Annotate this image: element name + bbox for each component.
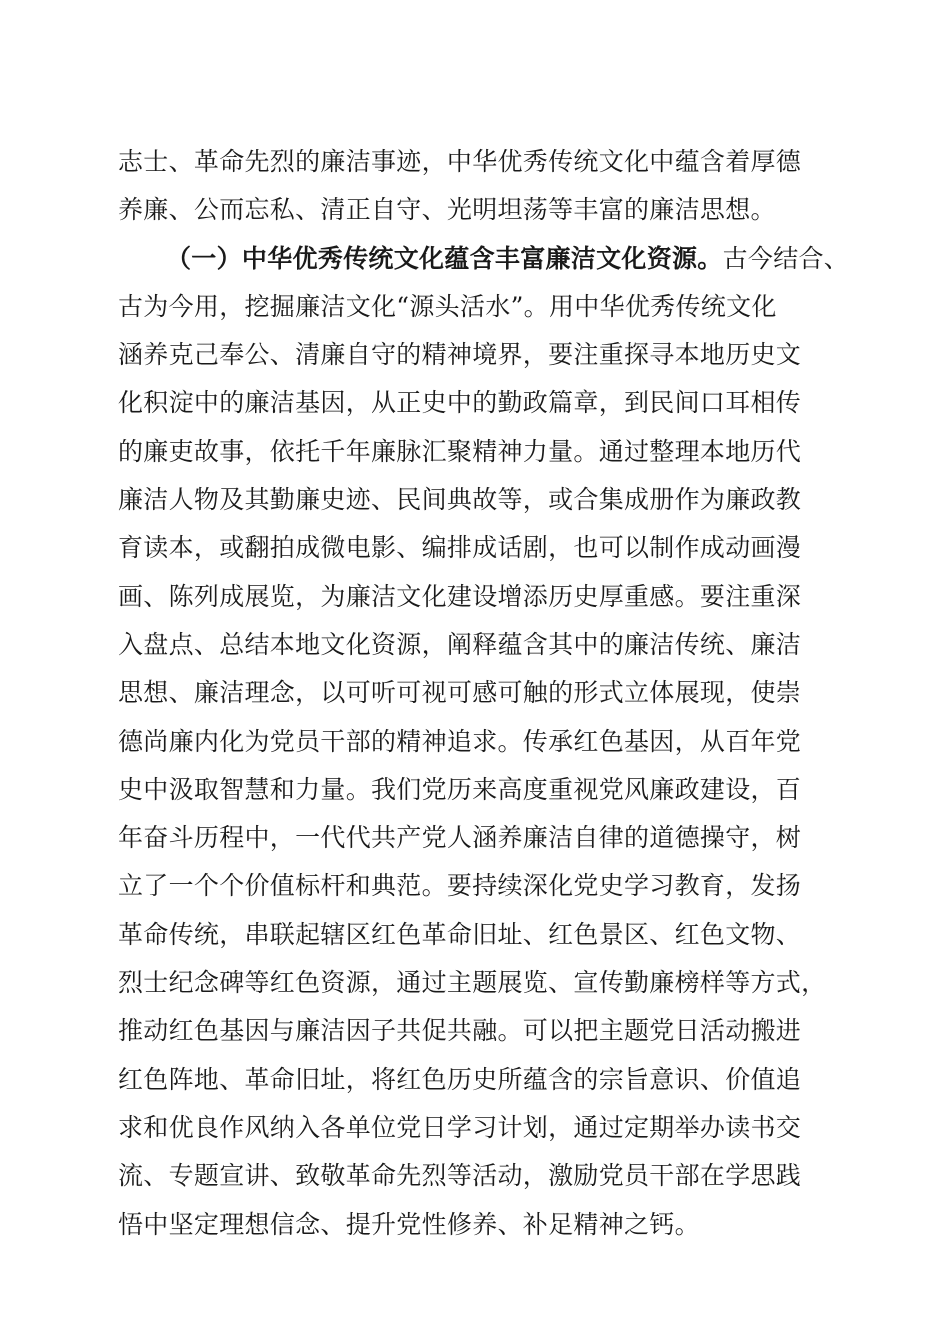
- text-line: 求和优良作风纳入各单位党日学习计划，通过定期举办读书交: [118, 1112, 802, 1142]
- text-line: 廉洁人物及其勤廉史迹、民间典故等，或合集成册作为廉政教: [118, 485, 802, 515]
- text-line: 悟中坚定理想信念、提升党性修养、补足精神之钙。: [118, 1209, 700, 1239]
- text-line: 古为今用，挖掘廉洁文化“源头活水”。用中华优秀传统文化: [118, 291, 777, 321]
- section-heading-line: [118, 235, 858, 283]
- text-line: 流、专题宣讲、致敬革命先烈等活动，激励党员干部在学思践: [118, 1161, 802, 1191]
- text-line: 烈士纪念碑等红色资源，通过主题展览、宣传勤廉榜样等方式，: [118, 968, 827, 998]
- text-line: 思想、廉洁理念，以可听可视可感可触的形式立体展现，使崇: [118, 678, 802, 708]
- text-line: 年奋斗历程中，一代代共产党人涵养廉洁自律的道德操守，树: [118, 823, 802, 853]
- text-line: 红色阵地、革命旧址，将红色历史所蕴含的宗旨意识、价值追: [118, 1064, 802, 1094]
- text-line: 革命传统，串联起辖区红色革命旧址、红色景区、红色文物、: [118, 919, 802, 949]
- section-heading: （一）中华优秀传统文化蕴含丰富廉洁文化资源。: [166, 243, 723, 273]
- text-line: 育读本，或翻拍成微电影、编排成话剧，也可以制作成动画漫: [118, 533, 802, 563]
- text-line: 志士、革命先烈的廉洁事迹，中华优秀传统文化中蕴含着厚德: [118, 147, 802, 176]
- text-line: 推动红色基因与廉洁因子共促共融。可以把主题党日活动搬进: [118, 1016, 802, 1046]
- text-line: 涵养克己奉公、清廉自守的精神境界，要注重探寻本地历史文: [118, 340, 802, 370]
- text-span: 古今结合、: [722, 243, 850, 273]
- text-line: 史中汲取智慧和力量。我们党历来高度重视党风廉政建设，百: [118, 774, 802, 804]
- text-line: 立了一个个价值标杆和典范。要持续深化党史学习教育，发扬: [118, 871, 802, 901]
- text-line: 入盘点、总结本地文化资源，阐释蕴含其中的廉洁传统、廉洁: [118, 629, 802, 659]
- text-line: 养廉、公而忘私、清正自守、光明坦荡等丰富的廉洁思想。: [118, 195, 776, 225]
- text-line: 德尚廉内化为党员干部的精神追求。传承红色基因，从百年党: [118, 726, 802, 756]
- text-line: 画、陈列成展览，为廉洁文化建设增添历史厚重感。要注重深: [118, 581, 802, 611]
- text-line: 的廉吏故事，依托千年廉脉汇聚精神力量。通过整理本地历代: [118, 436, 802, 466]
- body-text: [118, 138, 858, 1249]
- text-line: 化积淀中的廉洁基因，从正史中的勤政篇章，到民间口耳相传: [118, 388, 802, 418]
